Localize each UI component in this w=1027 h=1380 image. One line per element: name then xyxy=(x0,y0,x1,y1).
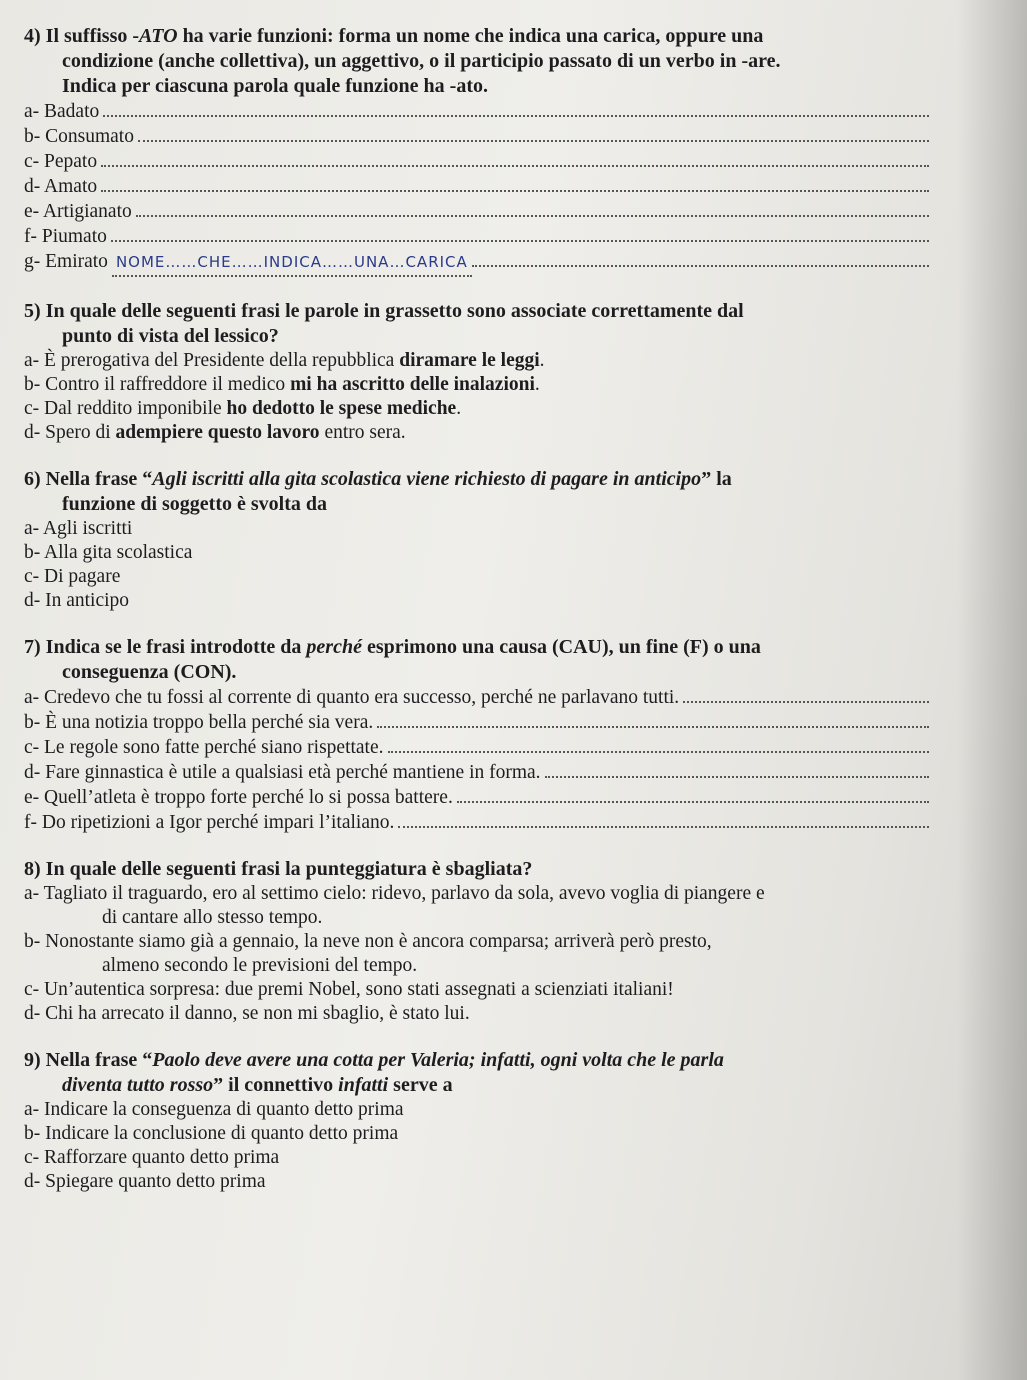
option-5b[interactable]: b- Contro il raffreddore il medico mi ha ascritto delle inalazioni. xyxy=(24,374,540,395)
handwritten-answer[interactable]: NOME……CHE……INDICA……UNA…CARICA xyxy=(112,250,472,277)
answer-row-badato: a- Badato xyxy=(24,99,929,124)
question-6 xyxy=(24,467,929,613)
question-7 xyxy=(24,635,929,835)
question-9-title: 9) Nella frase “Paolo deve avere una cotta per Valeria; infatti, ogni volta che le parla diventa tutto rosso” il connettivo infatti serve a xyxy=(24,1049,724,1096)
option-6c[interactable]: c- Di pagare xyxy=(24,566,121,587)
answer-row-pepato: c- Pepato xyxy=(24,149,929,174)
question-6-title: 6) Nella frase “Agli iscritti alla gita scolastica viene richiesto di pagare in anticipo” la funzione di soggetto è svolta da xyxy=(24,468,732,515)
cau-row-b: b- È una notizia troppo bella perché sia vera. xyxy=(24,710,929,735)
answer-blank[interactable] xyxy=(683,701,929,703)
option-8b-cont: almeno secondo le previsioni del tempo. xyxy=(102,955,418,976)
question-9 xyxy=(24,1048,929,1194)
answer-row-amato: d- Amato xyxy=(24,174,929,199)
option-9c[interactable]: c- Rafforzare quanto detto prima xyxy=(24,1147,280,1168)
option-8a[interactable]: a- Tagliato il traguardo, ero al settimo cielo: ridevo, parlavo da sola, avevo voglia di piangere e xyxy=(24,883,765,904)
question-8-title: 8) In quale delle seguenti frasi la punteggiatura è sbagliata? xyxy=(24,858,533,880)
cau-row-f: f- Do ripetizioni a Igor perché impari l’italiano. xyxy=(24,810,929,835)
worksheet-content xyxy=(24,24,929,1194)
option-6d[interactable]: d- In anticipo xyxy=(24,590,130,611)
cau-row-e: e- Quell’atleta è troppo forte perché lo si possa battere. xyxy=(24,785,929,810)
answer-blank[interactable] xyxy=(101,165,929,167)
question-5 xyxy=(24,299,929,445)
option-9b[interactable]: b- Indicare la conclusione di quanto detto prima xyxy=(24,1123,399,1144)
answer-blank[interactable] xyxy=(136,215,929,217)
answer-blank[interactable] xyxy=(545,776,929,778)
option-5c[interactable]: c- Dal reddito imponibile ho dedotto le spese mediche. xyxy=(24,398,462,419)
answer-blank[interactable] xyxy=(101,190,929,192)
answer-blank[interactable] xyxy=(138,140,929,142)
option-9a[interactable]: a- Indicare la conseguenza di quanto detto prima xyxy=(24,1099,404,1120)
answer-blank[interactable] xyxy=(111,240,929,242)
option-6b[interactable]: b- Alla gita scolastica xyxy=(24,542,193,563)
option-6a[interactable]: a- Agli iscritti xyxy=(24,518,133,539)
question-4 xyxy=(24,24,929,277)
option-5d[interactable]: d- Spero di adempiere questo lavoro entro sera. xyxy=(24,422,406,443)
question-5-title: 5) In quale delle seguenti frasi le parole in grassetto sono associate correttamente dal punto di vista del lessico? xyxy=(24,300,744,347)
answer-blank xyxy=(472,265,929,267)
cau-row-a: a- Credevo che tu fossi al corrente di quanto era successo, perché ne parlavano tutti. xyxy=(24,685,929,710)
question-7-title: 7) Indica se le frasi introdotte da perché esprimono una causa (CAU), un fine (F) o una conseguenza (CON). xyxy=(24,636,761,683)
page-shadow xyxy=(957,0,1027,1380)
answer-blank[interactable] xyxy=(398,826,929,828)
answer-row-piumato: f- Piumato xyxy=(24,224,929,249)
answer-blank[interactable] xyxy=(377,726,929,728)
option-8a-cont: di cantare allo stesso tempo. xyxy=(102,907,323,928)
option-9d[interactable]: d- Spiegare quanto detto prima xyxy=(24,1171,266,1192)
answer-row-artigianato: e- Artigianato xyxy=(24,199,929,224)
answer-row-emirato: g- Emirato NOME……CHE……INDICA……UNA…CARICA xyxy=(24,249,929,277)
option-8b[interactable]: b- Nonostante siamo già a gennaio, la neve non è ancora comparsa; arriverà però presto, xyxy=(24,931,712,952)
option-8c[interactable]: c- Un’autentica sorpresa: due premi Nobel, sono stati assegnati a scienziati italiani! xyxy=(24,979,674,1000)
cau-row-c: c- Le regole sono fatte perché siano rispettate. xyxy=(24,735,929,760)
option-8d[interactable]: d- Chi ha arrecato il danno, se non mi sbaglio, è stato lui. xyxy=(24,1003,470,1024)
cau-row-d: d- Fare ginnastica è utile a qualsiasi età perché mantiene in forma. xyxy=(24,760,929,785)
question-4-title: 4) Il suffisso -ATO ha varie funzioni: forma un nome che indica una carica, oppure una condizione (anche collettiva), un aggettivo, o il participio passato di un verbo in -are. Indica per ciascuna parola quale funzione ha -ato. xyxy=(24,25,781,97)
question-8 xyxy=(24,857,929,1026)
answer-blank[interactable] xyxy=(457,801,929,803)
option-5a[interactable]: a- È prerogativa del Presidente della repubblica diramare le leggi. xyxy=(24,350,545,371)
answer-row-consumato: b- Consumato xyxy=(24,124,929,149)
answer-blank[interactable] xyxy=(388,751,929,753)
answer-blank[interactable] xyxy=(103,115,929,117)
